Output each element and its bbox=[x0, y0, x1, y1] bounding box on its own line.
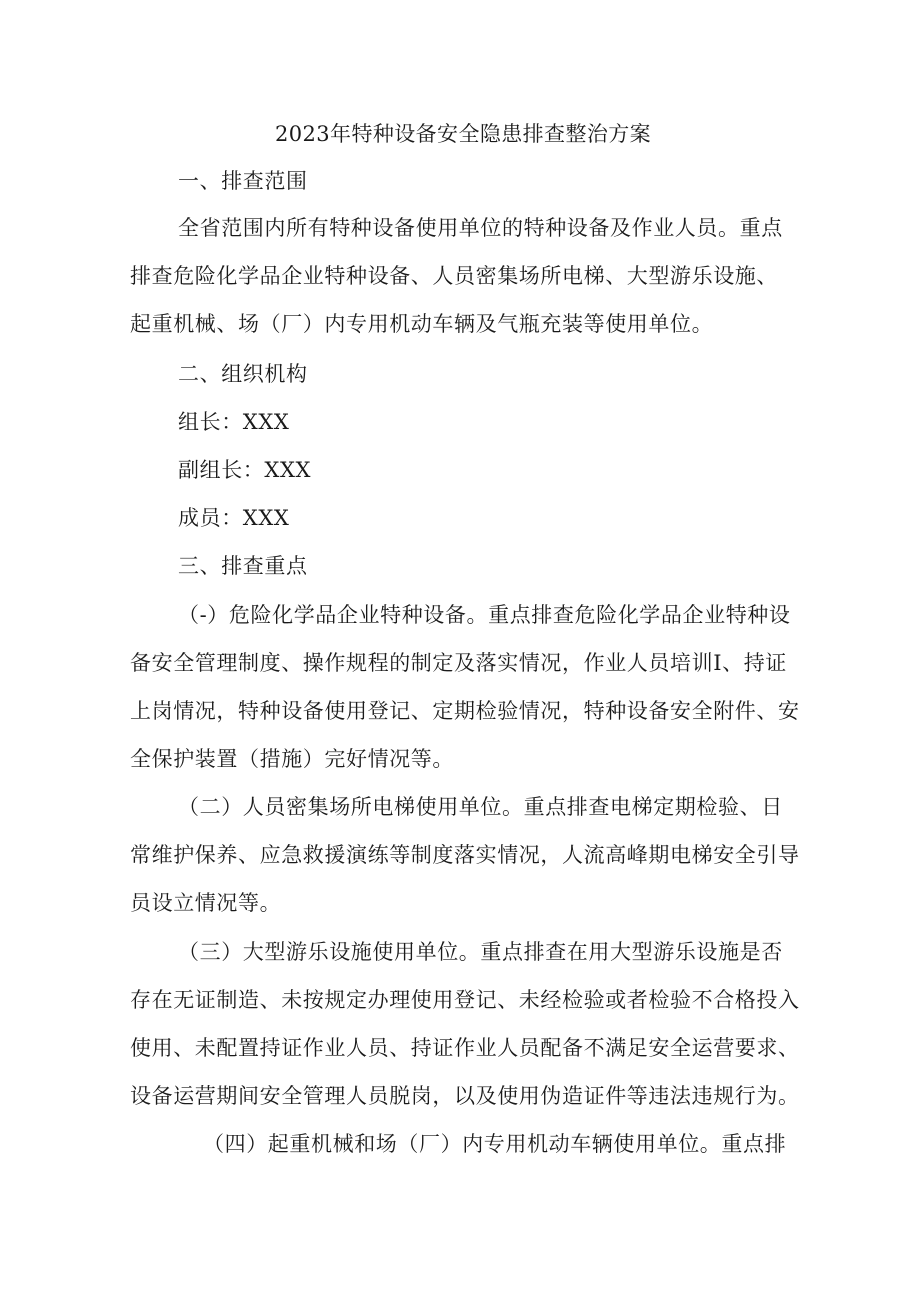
paragraph-line: 存在无证制造、未按规定办理使用登记、未经检验或者检验不合格投入 bbox=[130, 988, 800, 1012]
leader-line: 组长：XXX bbox=[178, 410, 290, 434]
paragraph-line: （二）人员密集场所电梯使用单位。重点排查电梯定期检验、日 bbox=[178, 795, 783, 819]
section-heading-scope: 一、排查范围 bbox=[178, 169, 308, 193]
paragraph-line: 使用、未配置持证作业人员、持证作业人员配备不满足安全运营要求、 bbox=[130, 1036, 800, 1060]
paragraph-line: （四）起重机械和场（厂）内专用机动车辆使用单位。重点排 bbox=[203, 1132, 787, 1156]
paragraph-line: （-）危险化学品企业特种设备。重点排查危险化学品企业特种设 bbox=[178, 603, 791, 627]
document-title: 2023年特种设备安全隐患排查整治方案 bbox=[275, 122, 652, 146]
members-line: 成员：XXX bbox=[178, 506, 290, 530]
section-heading-organization: 二、组织机构 bbox=[178, 362, 308, 386]
paragraph-line: 全省范围内所有特种设备使用单位的特种设备及作业人员。重点 bbox=[178, 216, 783, 240]
deputy-leader-line: 副组长：XXX bbox=[178, 458, 312, 482]
paragraph-line: 员设立情况等。 bbox=[130, 891, 282, 915]
paragraph-line: 常维护保养、应急救援演练等制度落实情况，人流高峰期电梯安全引导 bbox=[130, 843, 800, 867]
paragraph-line: 设备运营期间安全管理人员脱岗，以及使用伪造证件等违法违规行为。 bbox=[130, 1084, 800, 1108]
paragraph-line: 起重机械、场（厂）内专用机动车辆及气瓶充装等使用单位。 bbox=[130, 312, 714, 336]
section-heading-focus: 三、排查重点 bbox=[178, 554, 308, 578]
paragraph-line: 备安全管理制度、操作规程的制定及落实情况，作业人员培训I、持证 bbox=[130, 651, 787, 675]
paragraph-line: 全保护装置（措施）完好情况等。 bbox=[130, 747, 454, 771]
paragraph-line: 上岗情况，特种设备使用登记、定期检验情况，特种设备安全附件、安 bbox=[130, 699, 800, 723]
paragraph-line: 排查危险化学品企业特种设备、人员密集场所电梯、大型游乐设施、 bbox=[130, 264, 778, 288]
paragraph-line: （三）大型游乐设施使用单位。重点排查在用大型游乐设施是否 bbox=[178, 940, 783, 964]
